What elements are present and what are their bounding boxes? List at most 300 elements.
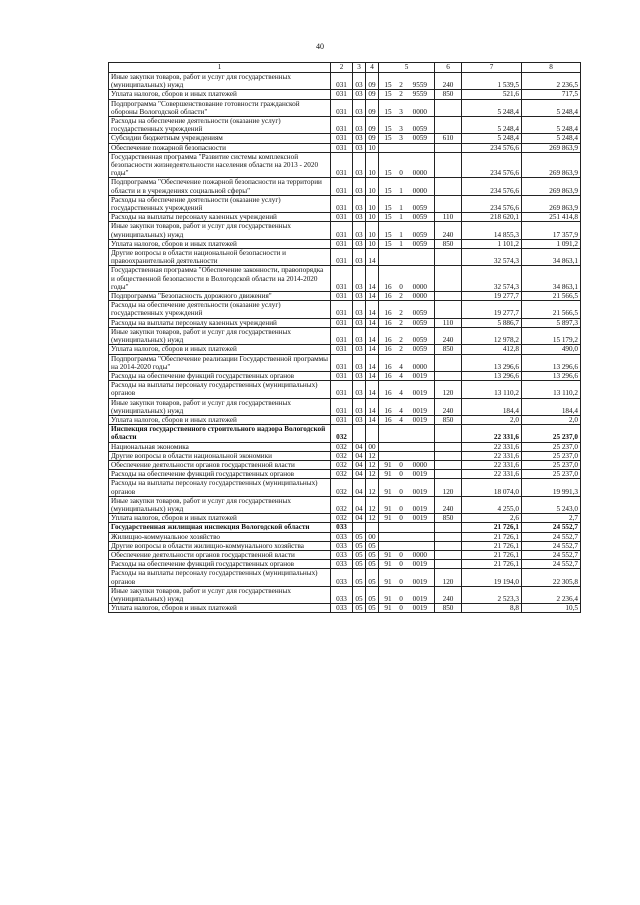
table-row [109, 604, 581, 613]
target-article-part: 2 [399, 292, 403, 301]
expense-type-code: 850 [435, 90, 462, 99]
target-article-code [379, 292, 435, 301]
ministry-code: 031 [331, 301, 353, 318]
amount-year-2: 13 110,2 [522, 381, 581, 398]
ministry-code: 031 [331, 152, 353, 178]
subsection-code: 12 [366, 514, 379, 523]
target-article-part: 4 [399, 389, 403, 398]
expense-type-code: 110 [435, 213, 462, 222]
target-article-code [379, 415, 435, 424]
target-article-part: 0000 [412, 550, 427, 559]
section-code [353, 425, 366, 442]
table-body [109, 73, 581, 613]
expense-type-code: 240 [435, 73, 462, 90]
expense-name: Другие вопросы в области национальной безопасности и правоохранительной деятельности [109, 249, 331, 266]
target-article-part: 0019 [412, 389, 427, 398]
amount-year-1: 32 574,3 [462, 266, 522, 292]
target-article-code [379, 178, 435, 195]
table-row [109, 222, 581, 239]
target-article-part: 0059 [412, 230, 427, 239]
section-code: 03 [353, 371, 366, 380]
expense-name: Подпрограмма "Совершенствование готовности гражданской обороны Вологодской области" [109, 99, 331, 116]
subsection-code: 09 [366, 117, 379, 134]
table-row [109, 569, 581, 586]
amount-year-1: 19 194,0 [462, 569, 522, 586]
expense-type-code [435, 354, 462, 371]
column-header: 8 [522, 63, 581, 73]
amount-year-1: 19 277,7 [462, 292, 522, 301]
expense-type-code: 240 [435, 496, 462, 513]
expense-name: Уплата налогов, сборов и иных платежей [109, 345, 331, 354]
target-article-part: 15 [384, 125, 392, 134]
target-article-part: 3 [399, 134, 403, 143]
expense-name: Расходы на выплаты персоналу казенных учреждений [109, 318, 331, 327]
ministry-code: 031 [331, 327, 353, 344]
target-article-code [379, 586, 435, 603]
target-article-part: 0 [399, 604, 403, 613]
target-article-code [379, 222, 435, 239]
subsection-code: 14 [366, 354, 379, 371]
target-article-part: 91 [384, 487, 392, 496]
subsection-code: 14 [366, 318, 379, 327]
expense-type-code [435, 178, 462, 195]
column-header: 3 [353, 63, 366, 73]
amount-year-1: 234 576,6 [462, 152, 522, 178]
target-article-part: 0 [399, 577, 403, 586]
amount-year-2: 21 566,5 [522, 292, 581, 301]
expense-type-code [435, 425, 462, 442]
subsection-code: 05 [366, 541, 379, 550]
amount-year-1: 22 331,6 [462, 442, 522, 451]
target-article-part: 0000 [412, 282, 427, 291]
section-code: 03 [353, 345, 366, 354]
target-article-code [379, 90, 435, 99]
amount-year-1: 2,0 [462, 415, 522, 424]
ministry-code: 031 [331, 178, 353, 195]
subsection-code: 05 [366, 604, 379, 613]
section-code: 03 [353, 178, 366, 195]
amount-year-2: 17 357,9 [522, 222, 581, 239]
section-code: 04 [353, 514, 366, 523]
subsection-code: 12 [366, 496, 379, 513]
expense-name: Субсидии бюджетным учреждениям [109, 134, 331, 143]
target-article-part: 16 [384, 345, 392, 354]
amount-year-2: 490,0 [522, 345, 581, 354]
expense-type-code [435, 460, 462, 469]
target-article-part: 0000 [412, 292, 427, 301]
target-article-code [379, 195, 435, 212]
section-code: 03 [353, 327, 366, 344]
target-article-part: 2 [399, 309, 403, 318]
target-article-code [379, 152, 435, 178]
ministry-code: 031 [331, 90, 353, 99]
amount-year-2: 269 863,9 [522, 152, 581, 178]
table-row [109, 292, 581, 301]
section-code: 05 [353, 586, 366, 603]
target-article-part: 15 [384, 134, 392, 143]
amount-year-1: 13 296,6 [462, 371, 522, 380]
expense-name: Подпрограмма "Обеспечение реализации Государственной программы на 2014-2020 годы" [109, 354, 331, 371]
section-code: 03 [353, 249, 366, 266]
subsection-code: 09 [366, 99, 379, 116]
section-code [353, 523, 366, 532]
target-article-part: 2 [399, 345, 403, 354]
target-article-part: 3 [399, 125, 403, 134]
table-row [109, 195, 581, 212]
section-code: 03 [353, 301, 366, 318]
expense-name: Подпрограмма "Безопасность дорожного движения" [109, 292, 331, 301]
amount-year-2: 25 237,0 [522, 425, 581, 442]
amount-year-1: 521,6 [462, 90, 522, 99]
amount-year-2: 2,7 [522, 514, 581, 523]
expense-name: Иные закупки товаров, работ и услуг для государственных (муниципальных) нужд [109, 73, 331, 90]
amount-year-2: 2 236,5 [522, 73, 581, 90]
amount-year-2: 22 305,8 [522, 569, 581, 586]
table-row [109, 532, 581, 541]
section-code: 03 [353, 239, 366, 248]
target-article-part: 0059 [412, 125, 427, 134]
amount-year-1: 234 576,6 [462, 143, 522, 152]
target-article-part: 1 [399, 230, 403, 239]
subsection-code: 10 [366, 195, 379, 212]
target-article-part: 15 [384, 169, 392, 178]
subsection-code: 10 [366, 239, 379, 248]
ministry-code: 031 [331, 73, 353, 90]
section-code: 03 [353, 134, 366, 143]
expense-type-code [435, 541, 462, 550]
subsection-code: 12 [366, 479, 379, 496]
expense-type-code [435, 152, 462, 178]
target-article-code [379, 213, 435, 222]
amount-year-1: 12 978,2 [462, 327, 522, 344]
target-article-code [379, 451, 435, 460]
table-row [109, 354, 581, 371]
table-row [109, 143, 581, 152]
expense-name: Уплата налогов, сборов и иных платежей [109, 604, 331, 613]
amount-year-1: 14 855,3 [462, 222, 522, 239]
subsection-code: 10 [366, 152, 379, 178]
expense-name: Другие вопросы в области жилищно-коммунального хозяйства [109, 541, 331, 550]
subsection-code: 14 [366, 327, 379, 344]
target-article-part: 0 [399, 514, 403, 523]
amount-year-1: 234 576,6 [462, 195, 522, 212]
ministry-code: 032 [331, 496, 353, 513]
table-row [109, 442, 581, 451]
section-code: 03 [353, 143, 366, 152]
target-article-part: 0059 [412, 336, 427, 345]
column-header: 7 [462, 63, 522, 73]
table-row [109, 213, 581, 222]
expense-name: Уплата налогов, сборов и иных платежей [109, 239, 331, 248]
table-row [109, 327, 581, 344]
expense-type-code [435, 117, 462, 134]
target-article-part: 0059 [412, 213, 427, 222]
section-code: 03 [353, 117, 366, 134]
target-article-part: 0019 [412, 371, 427, 380]
amount-year-2: 25 237,0 [522, 460, 581, 469]
ministry-code: 032 [331, 451, 353, 460]
expense-name: Жилищно-коммунальное хозяйство [109, 532, 331, 541]
amount-year-1: 21 726,1 [462, 541, 522, 550]
target-article-part: 15 [384, 213, 392, 222]
table-row [109, 73, 581, 90]
target-article-part: 0019 [412, 594, 427, 603]
target-article-code [379, 301, 435, 318]
ministry-code: 033 [331, 532, 353, 541]
subsection-code: 09 [366, 73, 379, 90]
table-row [109, 470, 581, 479]
subsection-code: 05 [366, 586, 379, 603]
section-code: 05 [353, 560, 366, 569]
target-article-part: 0000 [412, 460, 427, 469]
ministry-code: 031 [331, 195, 353, 212]
expense-name: Расходы на обеспечение деятельности (оказание услуг) государственных учреждений [109, 301, 331, 318]
amount-year-1: 5 248,4 [462, 117, 522, 134]
subsection-code: 12 [366, 470, 379, 479]
expense-type-code: 120 [435, 381, 462, 398]
expense-type-code [435, 550, 462, 559]
amount-year-2: 25 237,0 [522, 442, 581, 451]
expense-name: Иные закупки товаров, работ и услуг для государственных (муниципальных) нужд [109, 496, 331, 513]
target-article-part: 0059 [412, 309, 427, 318]
expense-name: Уплата налогов, сборов и иных платежей [109, 90, 331, 99]
subsection-code: 10 [366, 178, 379, 195]
expense-name: Расходы на обеспечение функций государственных органов [109, 560, 331, 569]
amount-year-1: 5 886,7 [462, 318, 522, 327]
expense-type-code [435, 99, 462, 116]
target-article-code [379, 425, 435, 442]
table-row [109, 523, 581, 532]
table-row [109, 99, 581, 116]
target-article-code [379, 381, 435, 398]
expense-name: Обеспечение деятельности органов государственной власти [109, 550, 331, 559]
table-row [109, 134, 581, 143]
target-article-part: 16 [384, 362, 392, 371]
section-code: 04 [353, 470, 366, 479]
target-article-part: 15 [384, 81, 392, 90]
amount-year-1: 18 074,0 [462, 479, 522, 496]
amount-year-1: 1 539,5 [462, 73, 522, 90]
target-article-code [379, 470, 435, 479]
target-article-part: 0 [399, 282, 403, 291]
target-article-part: 4 [399, 371, 403, 380]
target-article-code [379, 371, 435, 380]
ministry-code: 033 [331, 550, 353, 559]
expense-type-code: 850 [435, 239, 462, 248]
target-article-part: 0000 [412, 169, 427, 178]
table-row [109, 381, 581, 398]
amount-year-1: 5 248,4 [462, 134, 522, 143]
expense-type-code: 850 [435, 415, 462, 424]
target-article-part: 16 [384, 406, 392, 415]
amount-year-2: 269 863,9 [522, 178, 581, 195]
expense-name: Национальная экономика [109, 442, 331, 451]
ministry-code: 033 [331, 569, 353, 586]
subsection-code: 14 [366, 381, 379, 398]
subsection-code [366, 523, 379, 532]
amount-year-1: 32 574,3 [462, 249, 522, 266]
target-article-part: 16 [384, 318, 392, 327]
subsection-code: 00 [366, 442, 379, 451]
ministry-code: 033 [331, 560, 353, 569]
column-header: 6 [435, 63, 462, 73]
section-code: 03 [353, 292, 366, 301]
target-article-code [379, 249, 435, 266]
subsection-code: 14 [366, 301, 379, 318]
target-article-part: 16 [384, 415, 392, 424]
ministry-code: 032 [331, 514, 353, 523]
target-article-part: 0019 [412, 514, 427, 523]
amount-year-2: 5 243,0 [522, 496, 581, 513]
ministry-code: 031 [331, 213, 353, 222]
target-article-code [379, 604, 435, 613]
section-code: 04 [353, 451, 366, 460]
amount-year-2: 34 863,1 [522, 249, 581, 266]
subsection-code: 14 [366, 415, 379, 424]
amount-year-1: 21 726,1 [462, 532, 522, 541]
target-article-part: 0 [399, 504, 403, 513]
table-row [109, 152, 581, 178]
target-article-code [379, 541, 435, 550]
amount-year-1: 13 110,2 [462, 381, 522, 398]
target-article-part: 15 [384, 204, 392, 213]
section-code: 03 [353, 354, 366, 371]
expense-name: Обеспечение деятельности органов государственной власти [109, 460, 331, 469]
amount-year-2: 251 414,8 [522, 213, 581, 222]
amount-year-2: 19 991,3 [522, 479, 581, 496]
amount-year-2: 24 552,7 [522, 532, 581, 541]
ministry-code: 031 [331, 266, 353, 292]
table-row [109, 371, 581, 380]
ministry-code: 032 [331, 470, 353, 479]
target-article-part: 0019 [412, 487, 427, 496]
amount-year-1: 21 726,1 [462, 523, 522, 532]
target-article-part: 16 [384, 371, 392, 380]
table-row [109, 239, 581, 248]
expense-type-code [435, 249, 462, 266]
section-code: 03 [353, 318, 366, 327]
expense-type-code [435, 560, 462, 569]
ministry-code: 033 [331, 523, 353, 532]
amount-year-1: 218 620,1 [462, 213, 522, 222]
target-article-code [379, 318, 435, 327]
target-article-part: 15 [384, 107, 392, 116]
subsection-code: 14 [366, 371, 379, 380]
target-article-code [379, 532, 435, 541]
ministry-code: 031 [331, 143, 353, 152]
ministry-code: 031 [331, 117, 353, 134]
section-code: 04 [353, 496, 366, 513]
target-article-code [379, 460, 435, 469]
target-article-part: 16 [384, 309, 392, 318]
expense-name: Расходы на обеспечение деятельности (оказание услуг) государственных учреждений [109, 195, 331, 212]
target-article-code [379, 239, 435, 248]
amount-year-2: 25 237,0 [522, 451, 581, 460]
target-article-part: 2 [399, 81, 403, 90]
amount-year-2: 24 552,7 [522, 560, 581, 569]
ministry-code: 032 [331, 442, 353, 451]
target-article-part: 0 [399, 460, 403, 469]
amount-year-2: 25 237,0 [522, 470, 581, 479]
table-row [109, 318, 581, 327]
ministry-code: 031 [331, 415, 353, 424]
subsection-code: 14 [366, 266, 379, 292]
section-code: 03 [353, 222, 366, 239]
target-article-code [379, 266, 435, 292]
section-code: 05 [353, 541, 366, 550]
table-row [109, 249, 581, 266]
target-article-part: 16 [384, 292, 392, 301]
amount-year-1: 22 331,6 [462, 425, 522, 442]
expense-type-code: 240 [435, 222, 462, 239]
expense-type-code: 850 [435, 604, 462, 613]
expense-name: Уплата налогов, сборов и иных платежей [109, 514, 331, 523]
expense-name: Другие вопросы в области национальной экономики [109, 451, 331, 460]
subsection-code: 05 [366, 560, 379, 569]
target-article-part: 0000 [412, 186, 427, 195]
subsection-code: 14 [366, 345, 379, 354]
subsection-code: 10 [366, 143, 379, 152]
section-code: 03 [353, 415, 366, 424]
ministry-code: 032 [331, 460, 353, 469]
subsection-code: 14 [366, 292, 379, 301]
section-code: 03 [353, 266, 366, 292]
target-article-part: 1 [399, 204, 403, 213]
target-article-part: 1 [399, 186, 403, 195]
expense-type-code [435, 523, 462, 532]
page-number: 40 [316, 42, 324, 51]
ministry-code: 031 [331, 318, 353, 327]
expense-type-code: 240 [435, 398, 462, 415]
table-row [109, 496, 581, 513]
amount-year-1: 2 523,3 [462, 586, 522, 603]
section-code: 04 [353, 460, 366, 469]
expense-type-code [435, 143, 462, 152]
column-header: 1 [109, 63, 331, 73]
amount-year-1: 184,4 [462, 398, 522, 415]
target-article-part: 0019 [412, 504, 427, 513]
expense-name: Расходы на выплаты персоналу государственных (муниципальных) органов [109, 569, 331, 586]
target-article-part: 0059 [412, 134, 427, 143]
section-code: 04 [353, 442, 366, 451]
column-header: 2 [331, 63, 353, 73]
amount-year-1: 22 331,6 [462, 460, 522, 469]
target-article-code [379, 550, 435, 559]
target-article-code [379, 73, 435, 90]
ministry-code: 031 [331, 354, 353, 371]
ministry-code: 031 [331, 398, 353, 415]
section-code: 03 [353, 213, 366, 222]
target-article-part: 4 [399, 415, 403, 424]
target-article-part: 9559 [412, 90, 427, 99]
expense-type-code: 240 [435, 327, 462, 344]
expense-type-code [435, 195, 462, 212]
amount-year-2: 5 248,4 [522, 99, 581, 116]
expense-type-code: 850 [435, 345, 462, 354]
expense-name: Расходы на обеспечение функций государственных органов [109, 470, 331, 479]
section-code: 05 [353, 569, 366, 586]
target-article-part: 16 [384, 389, 392, 398]
ministry-code: 033 [331, 541, 353, 550]
target-article-code [379, 99, 435, 116]
section-code: 04 [353, 479, 366, 496]
subsection-code: 14 [366, 398, 379, 415]
amount-year-2: 13 296,6 [522, 371, 581, 380]
expense-type-code [435, 301, 462, 318]
target-article-part: 4 [399, 362, 403, 371]
expense-name: Уплата налогов, сборов и иных платежей [109, 415, 331, 424]
expense-type-code [435, 451, 462, 460]
